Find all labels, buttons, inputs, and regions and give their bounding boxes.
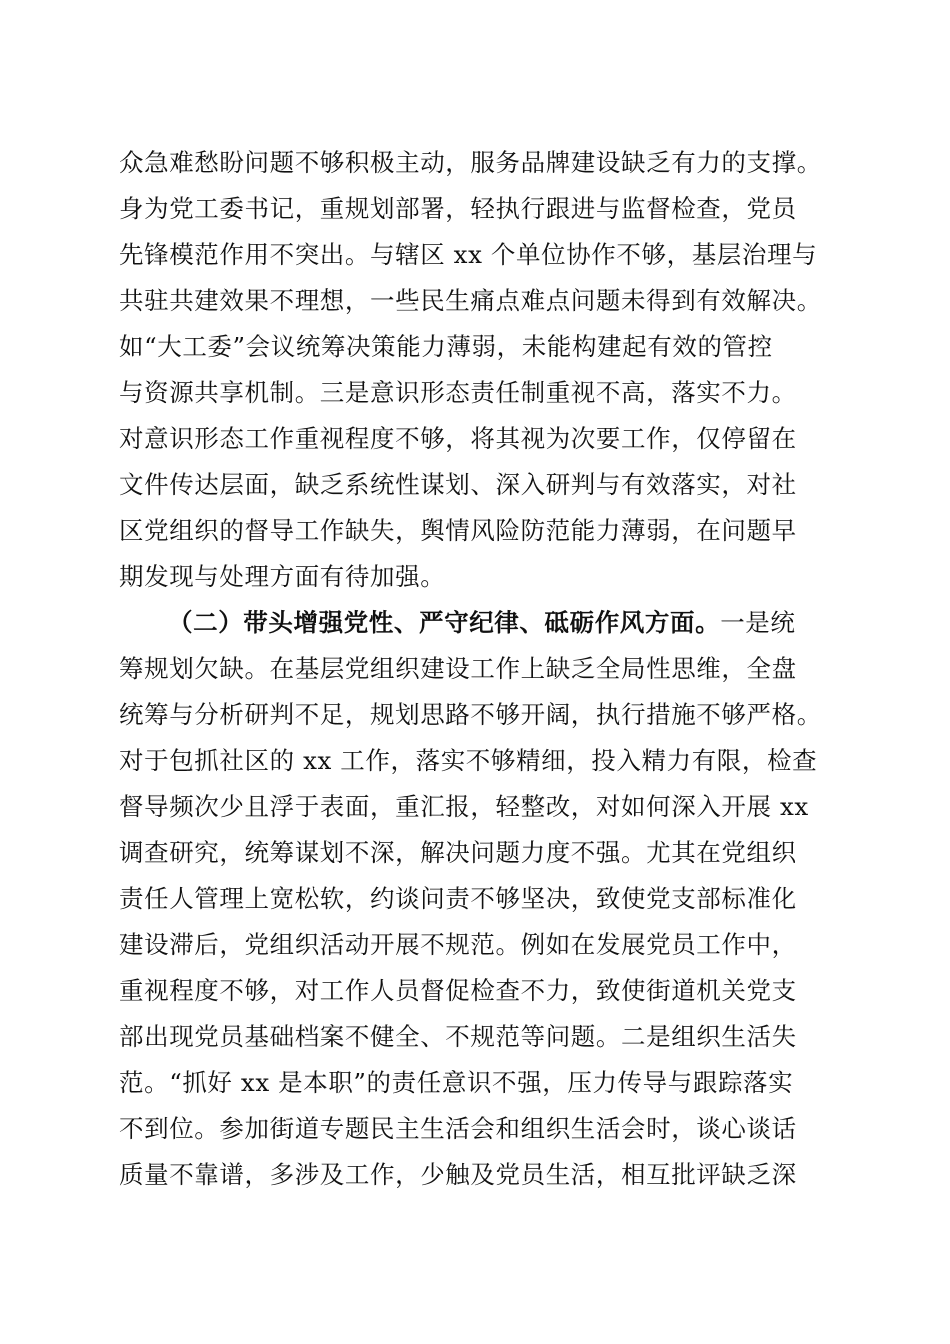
text-line: 督导频次少且浮于表面，重汇报，轻整改，对如何深入开展 xx: [119, 792, 809, 821]
text-line: 不到位。参加街道专题民主生活会和组织生活会时，谈心谈话: [119, 1114, 797, 1143]
text-line: 责任人管理上宽松软，约谈问责不够坚决，致使党支部标准化: [119, 884, 797, 913]
text-line: 质量不靠谱，多涉及工作，少触及党员生活，相互批评缺乏深: [119, 1160, 797, 1189]
text-line: 对于包抓社区的 xx 工作，落实不够精细，投入精力有限，检查: [119, 746, 818, 775]
text-line: 部出现党员基础档案不健全、不规范等问题。二是组织生活失: [119, 1022, 797, 1051]
section-heading-line: [168, 603, 796, 643]
text-line: 区党组织的督导工作缺失，舆情风险防范能力薄弱，在问题早: [119, 516, 797, 545]
section-heading-continuation: 一是统: [720, 608, 796, 637]
text-line: 重视程度不够，对工作人员督促检查不力，致使街道机关党支: [119, 976, 797, 1005]
text-line: 建设滞后，党组织活动开展不规范。例如在发展党员工作中，: [119, 930, 797, 959]
text-line: 如“大工委”会议统筹决策能力薄弱，未能构建起有效的管控: [119, 332, 773, 361]
text-line: 对意识形态工作重视程度不够，将其视为次要工作，仅停留在: [119, 424, 797, 453]
text-line: 筹规划欠缺。在基层党组织建设工作上缺乏全局性思维，全盘: [119, 654, 797, 683]
text-line: 调查研究，统筹谋划不深，解决问题力度不强。尤其在党组织: [119, 838, 797, 867]
text-line: 身为党工委书记，重规划部署，轻执行跟进与监督检查，党员: [119, 194, 797, 223]
text-line: 文件传达层面，缺乏系统性谋划、深入研判与有效落实，对社: [119, 470, 797, 499]
text-line: 范。“抓好 xx 是本职”的责任意识不强，压力传导与跟踪落实: [119, 1068, 794, 1097]
text-line: 共驻共建效果不理想，一些民生痛点难点问题未得到有效解决。: [119, 286, 822, 315]
text-line: 期发现与处理方面有待加强。: [119, 562, 446, 591]
text-line: 众急难愁盼问题不够积极主动，服务品牌建设缺乏有力的支撑。: [119, 148, 822, 177]
section-heading: （二）带头增强党性、严守纪律、砥砺作风方面。: [168, 608, 721, 637]
text-line: 统筹与分析研判不足，规划思路不够开阔，执行措施不够严格。: [119, 700, 822, 729]
text-line: 先锋模范作用不突出。与辖区 xx 个单位协作不够，基层治理与: [119, 240, 818, 269]
text-line: 与资源共享机制。三是意识形态责任制重视不高，落实不力。: [119, 378, 797, 407]
